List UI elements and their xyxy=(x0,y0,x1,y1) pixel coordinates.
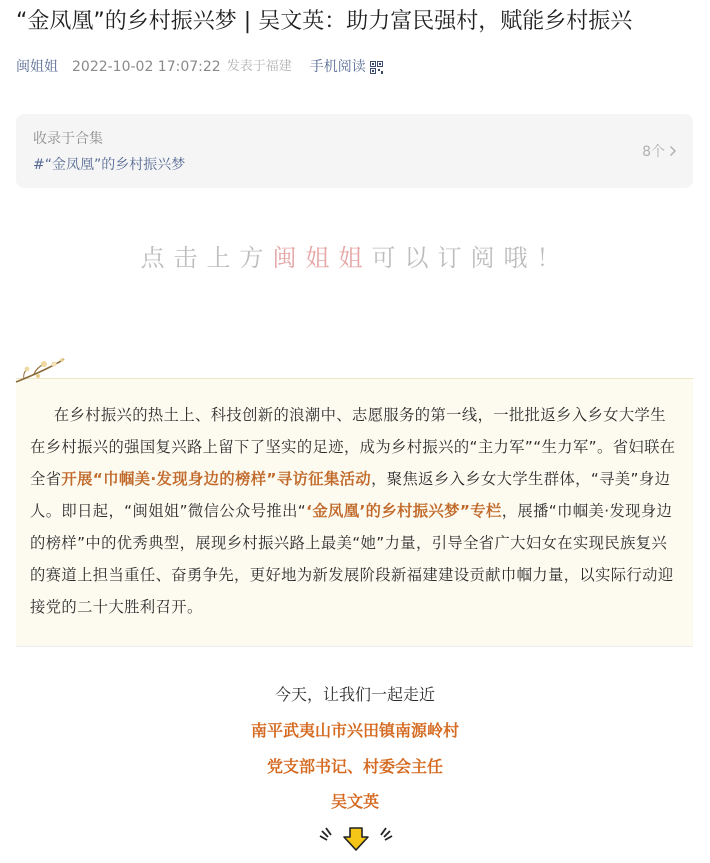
section-divider xyxy=(16,646,693,647)
feature-name: 吴文英 xyxy=(330,792,379,811)
down-arrow-icon xyxy=(318,825,394,853)
intro-emphasis-1: 开展“巾帼美·发现身边的榜样”寻访征集活动 xyxy=(61,470,372,488)
mobile-read-link[interactable]: 手机阅读 xyxy=(309,59,366,75)
feature-lead: 今天，让我们一起走近 xyxy=(274,685,435,704)
collection-label: 收录于合集 xyxy=(33,131,103,147)
collection-count[interactable] xyxy=(642,141,677,161)
intro-text-2: ，聚焦返乡入乡女大学生群体，“寻美”身边人。即日起，“闽姐姐”微信公众号推出“ xyxy=(30,470,671,520)
intro-emphasis-2: ‘金凤凰’的乡村振兴梦”专栏 xyxy=(306,502,502,520)
collection-tag-link[interactable]: #“金凤凰”的乡村振兴梦 xyxy=(33,157,186,173)
subscribe-hint xyxy=(0,238,710,273)
plum-branch-icon xyxy=(14,356,66,386)
author-link[interactable]: 闽姐姐 xyxy=(16,59,58,75)
intro-text-3: ，展播“巾帼美·发现身边的榜样”中的优秀典型，展现乡村振兴路上最美“她”力量，引导全省广大妇女在实现民族复兴的赛道上担当重任、奋勇争先，更好地为新发展阶段新福建建设贡献巾帼力量，以实际行动迎接党的二十大胜利召开。 xyxy=(30,502,674,616)
publish-location: 发表于福建 xyxy=(226,59,292,74)
subscribe-before: 点击上方 xyxy=(140,244,273,272)
feature-place: 南平武夷山市兴田镇南源岭村 xyxy=(250,721,459,740)
qr-code-icon[interactable] xyxy=(370,61,383,74)
subscribe-after: 可以订阅哦！ xyxy=(371,244,570,272)
publish-datetime: 2022-10-02 17:07:22 xyxy=(72,59,221,75)
intro-box xyxy=(16,378,693,646)
article-title: “金凤凰”的乡村振兴梦 | 吴文英：助力富民强村，赋能乡村振兴 xyxy=(16,9,633,34)
intro-paragraph xyxy=(30,399,680,623)
feature-role: 党支部书记、村委会主任 xyxy=(266,757,443,776)
subscribe-account-name: 闽姐姐 xyxy=(272,244,372,272)
article-meta xyxy=(16,56,383,78)
collection-count-text: 8个 xyxy=(642,144,665,160)
chevron-right-icon xyxy=(669,145,677,157)
collection-card[interactable] xyxy=(16,114,693,188)
intro-text-1: 在乡村振兴的热土上、科技创新的浪潮中、志愿服务的第一线，一批批返乡入乡女大学生在乡村振兴的强国复兴路上留下了坚实的足迹，成为乡村振兴的“主力军”“生力军”。省妇联在全省 xyxy=(30,406,676,488)
